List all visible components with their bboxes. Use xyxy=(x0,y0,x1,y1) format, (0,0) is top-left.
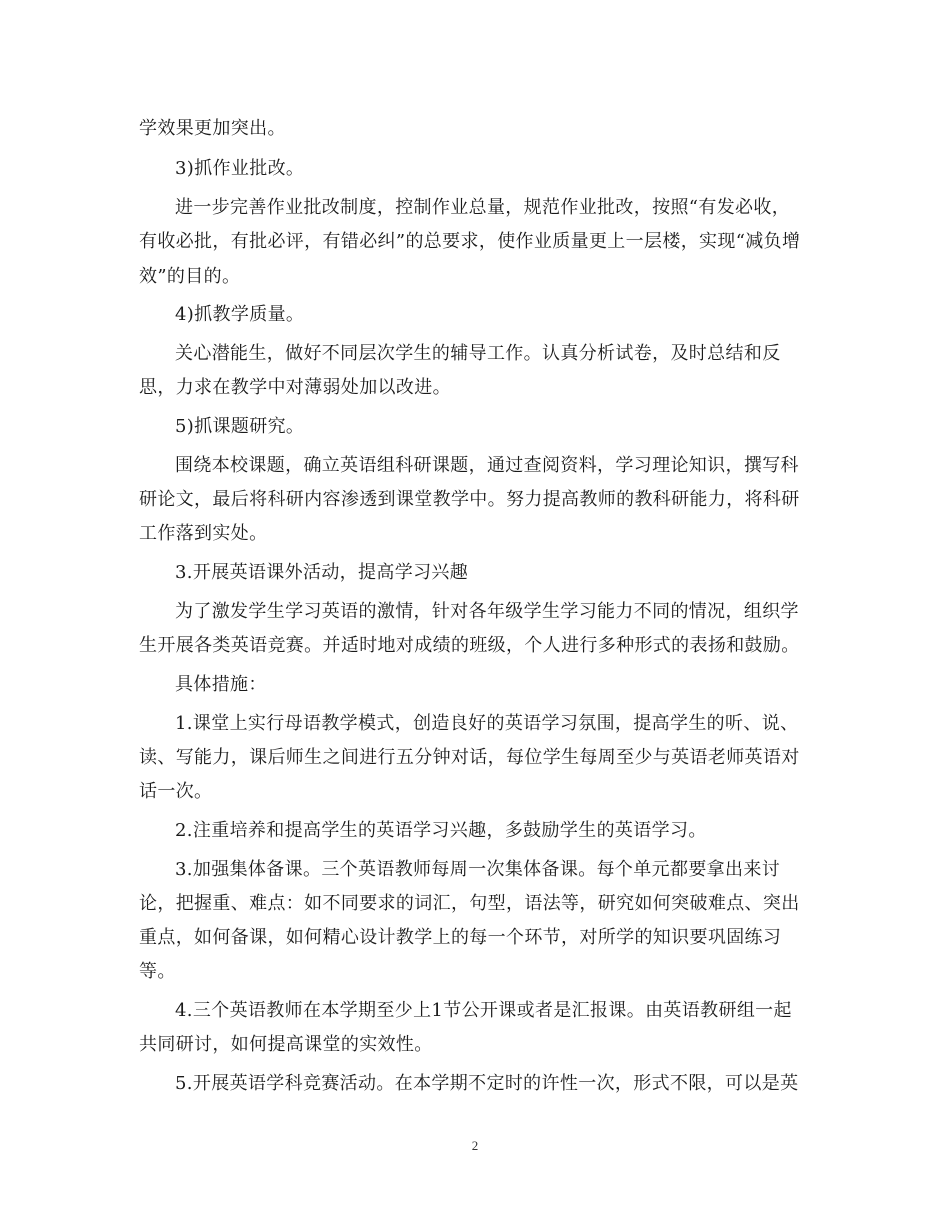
text-line: 2.注重培养和提高学生的英语学习兴趣，多鼓励学生的英语学习。 xyxy=(175,820,707,841)
text-line: 论，把握重、难点：如不同要求的词汇，句型，语法等，研究如何突破难点、突出 xyxy=(139,893,800,914)
text-line: 等。 xyxy=(139,961,176,982)
text-line: 研论文，最后将科研内容渗透到课堂教学中。努力提高教师的教科研能力，将科研 xyxy=(139,489,800,510)
text-line: 重点，如何备课，如何精心设计教学上的每一个环节，对所学的知识要巩固练习 xyxy=(139,927,782,948)
text-line: 5.开展英语学科竞赛活动。在本学期不定时的许性一次，形式不限，可以是英 xyxy=(175,1073,799,1094)
text-line: 工作落到实处。 xyxy=(139,523,268,544)
text-line: 为了激发学生学习英语的激情，针对各年级学生学习能力不同的情况，组织学 xyxy=(175,601,799,622)
text-line: 有收必批，有批必评，有错必纠”的总要求，使作业质量更上一层楼，实现“减负增 xyxy=(139,231,801,252)
text-line: 学效果更加突出。 xyxy=(139,118,286,139)
text-line: 1.课堂上实行母语教学模式，创造良好的英语学习氛围，提高学生的听、说、 xyxy=(175,713,799,734)
text-line: 话一次。 xyxy=(139,781,213,802)
text-line: 共同研讨，如何提高课堂的实效性。 xyxy=(139,1034,433,1055)
text-line: 思，力求在教学中对薄弱处加以改进。 xyxy=(139,377,451,398)
text-line: 生开展各类英语竞赛。并适时地对成绩的班级，个人进行多种形式的表扬和鼓励。 xyxy=(139,635,800,656)
text-line: 3.加强集体备课。三个英语教师每周一次集体备课。每个单元都要拿出来讨 xyxy=(175,859,781,880)
text-line: 4.三个英语教师在本学期至少上1节公开课或者是汇报课。由英语教研组一起 xyxy=(175,1000,792,1021)
text-line: 进一步完善作业批改制度，控制作业总量，规范作业批改，按照“有发必收， xyxy=(175,197,791,218)
text-line: 效”的目的。 xyxy=(139,266,241,287)
text-line: 关心潜能生，做好不同层次学生的辅导工作。认真分析试卷，及时总结和反 xyxy=(175,343,781,364)
text-line: 4)抓教学质量。 xyxy=(175,304,305,325)
text-line: 5)抓课题研究。 xyxy=(175,416,305,437)
text-line: 读、写能力，课后师生之间进行五分钟对话，每位学生每周至少与英语老师英语对 xyxy=(139,747,800,768)
text-line: 3)抓作业批改。 xyxy=(175,158,305,179)
text-line: 具体措施： xyxy=(175,674,267,695)
text-line: 围绕本校课题，确立英语组科研课题，通过查阅资料，学习理论知识，撰写科 xyxy=(175,455,799,476)
page-number: 2 xyxy=(471,1138,479,1153)
text-line: 3.开展英语课外活动，提高学习兴趣 xyxy=(175,562,469,583)
